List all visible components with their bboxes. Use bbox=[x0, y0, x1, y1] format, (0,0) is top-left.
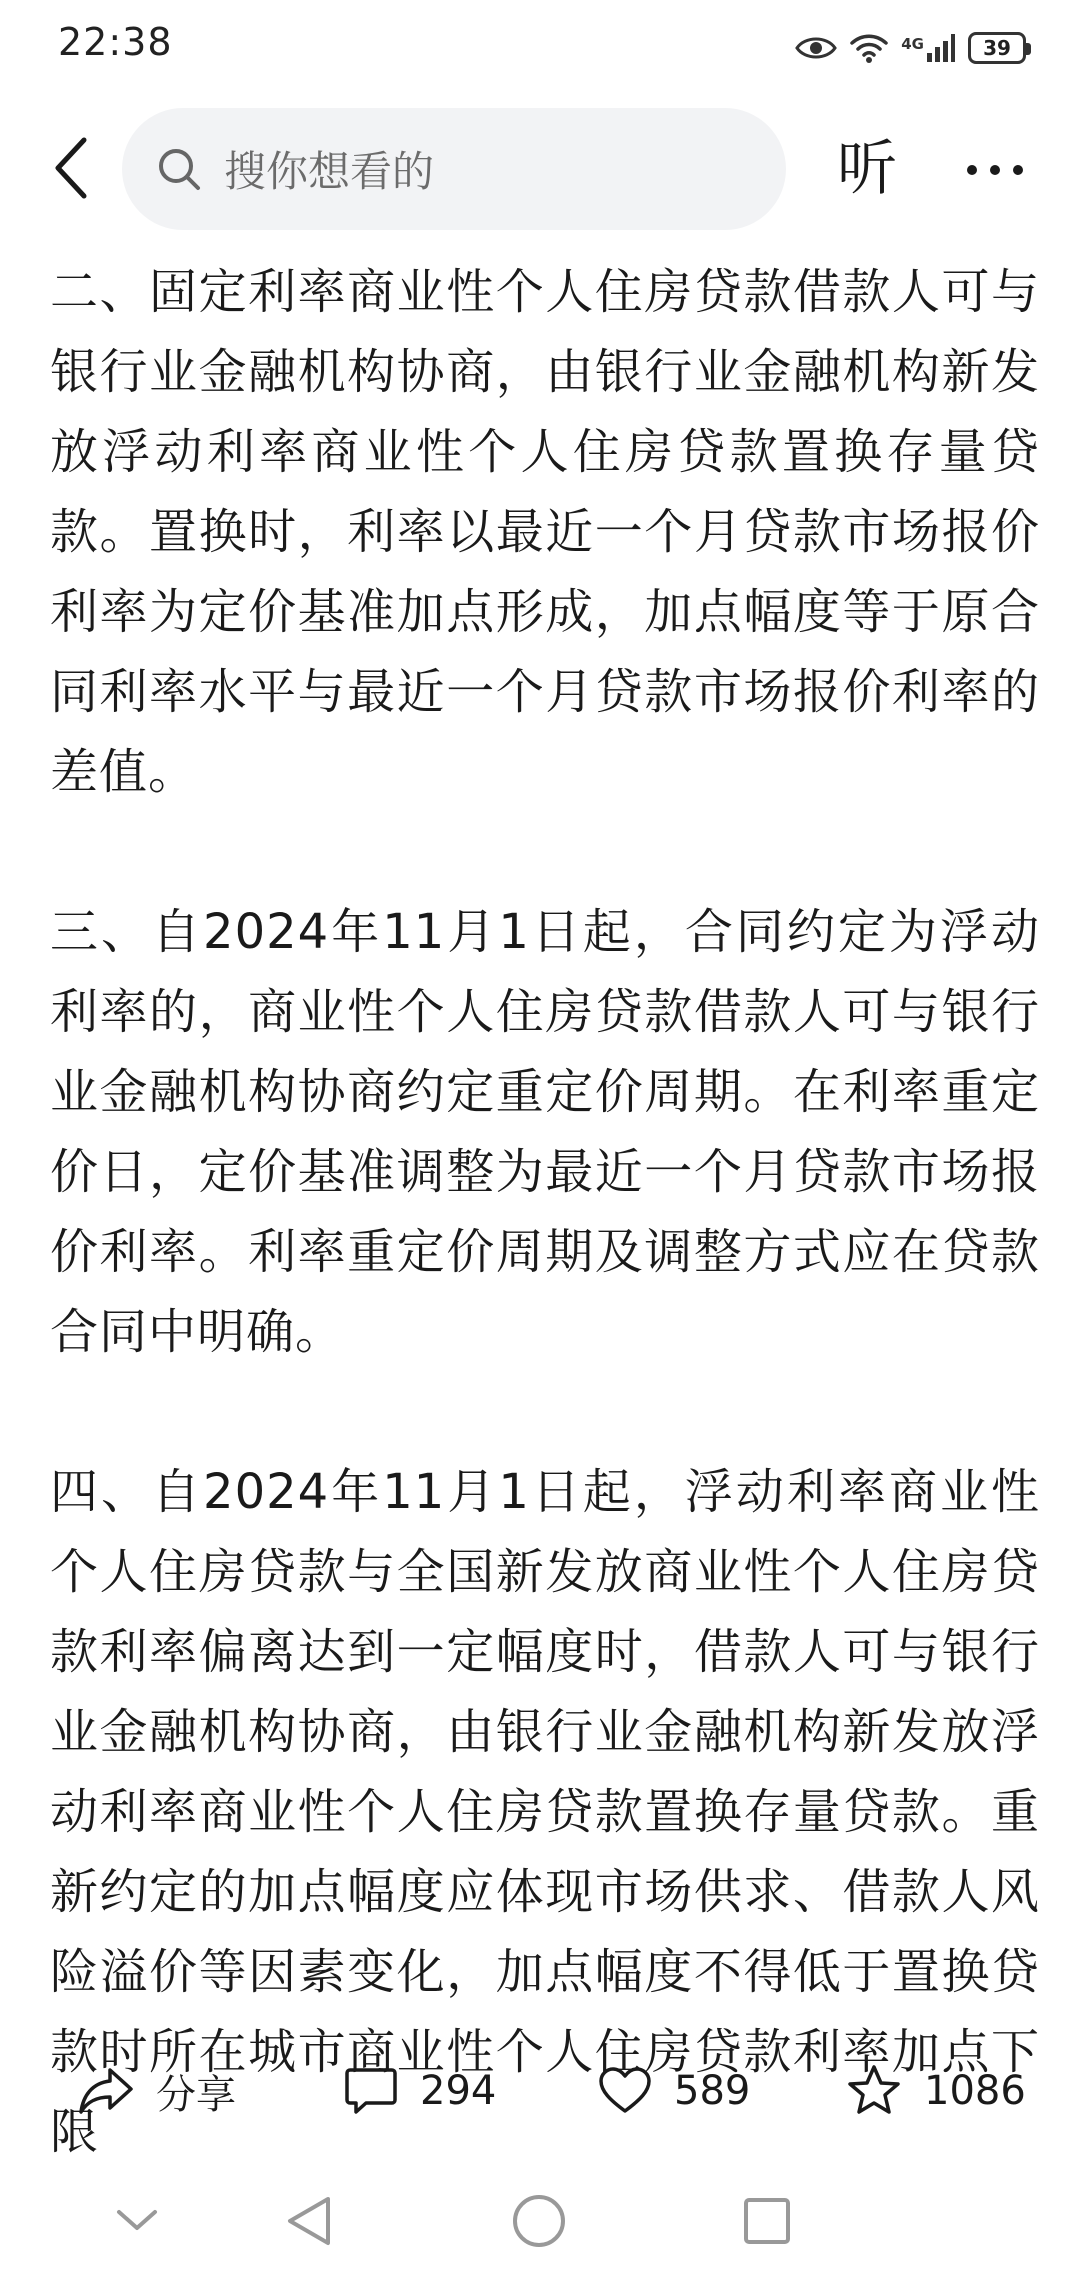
article-paragraph: 二、固定利率商业性个人住房贷款借款人可与银行业金融机构协商，由银行业金融机构新发放浮动利率商业性个人住房贷款置换存量贷款。置换时，利率以最近一个月贷款市场报价利率为定价基准加点形成，加点幅度等于原合同利率水平与最近一个月贷款市场报价利率的差值。 bbox=[50, 264, 1040, 800]
share-label: 分享 bbox=[156, 2071, 236, 2118]
comment-button[interactable] bbox=[344, 2036, 496, 2146]
hide-keyboard-button[interactable] bbox=[92, 2176, 182, 2266]
nav-home-button[interactable] bbox=[494, 2176, 584, 2266]
chevron-left-icon bbox=[52, 136, 92, 200]
status-icons bbox=[795, 24, 1026, 72]
nav-recents-button[interactable] bbox=[722, 2176, 812, 2266]
status-bar bbox=[0, 0, 1080, 96]
top-navigation-bar bbox=[0, 100, 1080, 238]
eye-icon bbox=[795, 33, 837, 63]
like-count: 589 bbox=[674, 2068, 751, 2114]
status-time: 22:38 bbox=[58, 20, 173, 64]
wifi-icon bbox=[849, 32, 889, 64]
signal-icon bbox=[901, 33, 956, 63]
back-triangle-icon bbox=[284, 2194, 334, 2248]
nav-back-button[interactable] bbox=[264, 2176, 354, 2266]
network-type-label: 4G bbox=[901, 35, 924, 53]
battery-level: 39 bbox=[983, 36, 1011, 60]
share-icon bbox=[78, 2066, 134, 2116]
comment-icon bbox=[344, 2066, 398, 2116]
share-button[interactable] bbox=[78, 2036, 236, 2146]
article-body bbox=[50, 252, 1040, 2252]
favorite-button[interactable] bbox=[846, 2036, 1026, 2146]
system-navigation-bar bbox=[0, 2166, 1080, 2280]
favorite-count: 1086 bbox=[924, 2068, 1026, 2114]
search-icon bbox=[156, 146, 202, 192]
star-icon bbox=[846, 2064, 902, 2118]
action-bar bbox=[0, 2036, 1080, 2146]
more-dots-icon bbox=[965, 163, 1025, 177]
search-input[interactable] bbox=[122, 108, 786, 230]
home-circle-icon bbox=[511, 2193, 567, 2249]
article-paragraph: 三、自2024年11月1日起，合同约定为浮动利率的，商业性个人住房贷款借款人可与银行业金融机构协商约定重定价周期。在利率重定价日，定价基准调整为最近一个月贷款市场报价利率。利率重定价周期及调整方式应在贷款合同中明确。 bbox=[50, 904, 1040, 1360]
hide-keyboard-icon bbox=[115, 2208, 159, 2234]
back-button[interactable] bbox=[40, 128, 104, 208]
search-placeholder: 搜你想看的 bbox=[224, 147, 435, 196]
recents-square-icon bbox=[742, 2196, 792, 2246]
more-button[interactable] bbox=[950, 130, 1040, 210]
article-paragraph: 四、自2024年11月1日起，浮动利率商业性个人住房贷款与全国新发放商业性个人住房贷款利率偏离达到一定幅度时，借款人可与银行业金融机构协商，由银行业金融机构新发放浮动利率商业性个人住房贷款置换存量贷款。重新约定的加点幅度应体现市场供求、借款人风险溢价等因素变化，加点幅度不得低于置换贷款时所在城市商业性个人住房贷款利率加点下限 bbox=[50, 1464, 1040, 2160]
heart-icon bbox=[598, 2066, 652, 2116]
like-button[interactable] bbox=[598, 2036, 750, 2146]
listen-button[interactable]: 听 bbox=[837, 134, 897, 204]
battery-icon bbox=[968, 32, 1026, 64]
comment-count: 294 bbox=[420, 2068, 497, 2114]
